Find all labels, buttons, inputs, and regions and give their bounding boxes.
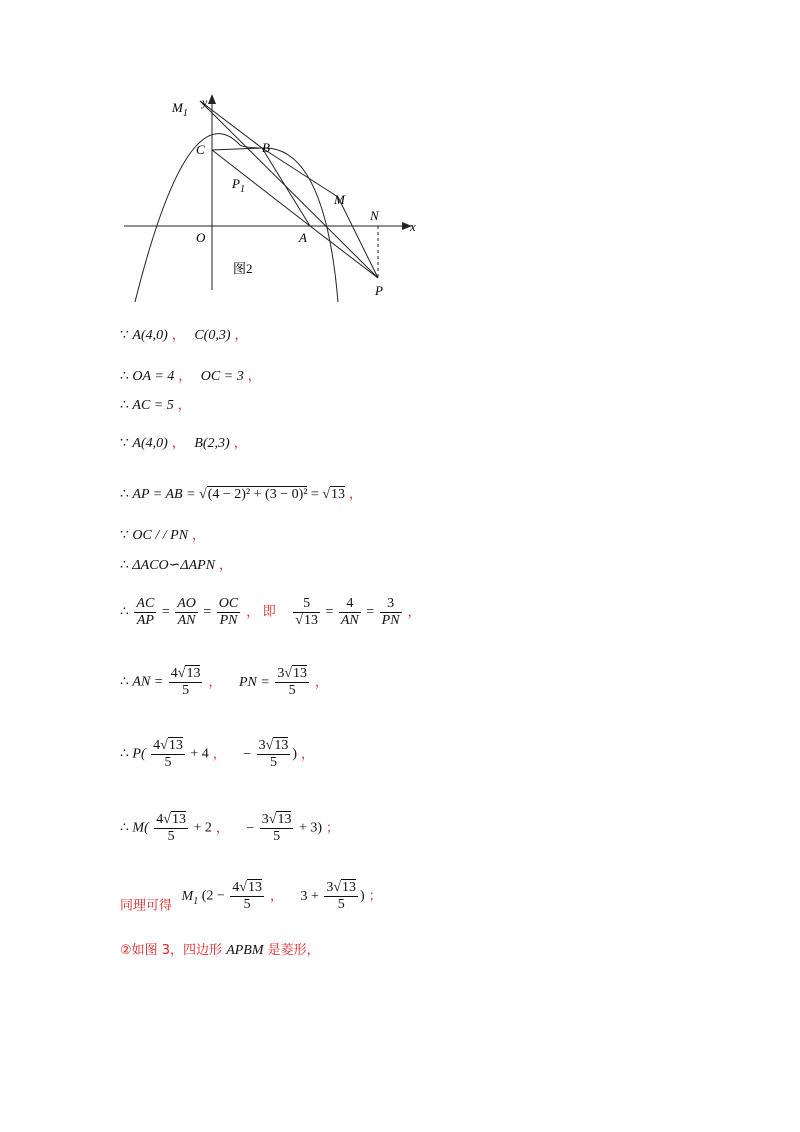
frac-p-y: $\frac{3√13}{5}$ — [258, 738, 289, 770]
line-9: ∴ AN = $\frac{4√13}{5}$ ， PN = $\frac{3√13}{5}$ ， — [120, 666, 329, 698]
frac-4-an: $\frac{4}{AN}$ — [340, 596, 359, 628]
figure-caption: 图2 — [233, 261, 253, 276]
label-m: M — [334, 192, 345, 207]
label-n: N — [370, 208, 379, 223]
frac-oc-pn: $\frac{OC}{PN}$ — [218, 596, 239, 628]
frac-m1-x: $\frac{4√13}{5}$ — [232, 880, 262, 912]
line-11: ∴ M( $\frac{4√13}{5}$ + 2 ， − $\frac{3√13}{5}$ + 3) ； — [120, 812, 340, 844]
line-m1-b — [200, 101, 262, 148]
figure-2 — [120, 90, 430, 305]
line-b-a — [262, 148, 310, 226]
frac-an-value: $\frac{4√13}{5}$ — [170, 666, 201, 698]
line-3: ∴ AC = 5 ， — [120, 397, 191, 413]
label-m1: $M_1$ — [172, 100, 188, 119]
line-1: ∵ A(4,0) ， C(0,3) ， — [120, 327, 248, 343]
line-12: 同理可得 $M_1$ (2 − $\frac{4√13}{5}$ ， 3 + $\frac{3√13}{5}$ ) ； — [120, 880, 382, 914]
line-4: ∵ A(4,0) ， B(2,3) ， — [120, 435, 247, 451]
frac-p-x: $\frac{4√13}{5}$ — [153, 738, 183, 770]
frac-m-y: $\frac{3√13}{5}$ — [261, 812, 292, 844]
label-p: P — [375, 283, 383, 298]
line-c-b — [212, 148, 262, 150]
label-y: y — [202, 95, 208, 109]
line-8: ∴ $\frac{AC}{AP}$ = $\frac{AO}{AN}$ = $\frac{OC}{PN}$ ， 即 $\frac{5}{√13}$ = $\frac{4}{AN}$ = $\frac{3}{PN}$ ， — [120, 596, 421, 628]
frac-pn-value: $\frac{3√13}{5}$ — [277, 666, 307, 698]
frac-ac-ap: $\frac{AC}{AP}$ — [136, 596, 155, 628]
frac-m1-y: $\frac{3√13}{5}$ — [326, 880, 357, 912]
label-c: C — [196, 142, 205, 157]
label-x: x — [410, 219, 416, 234]
line-m1-p — [200, 101, 378, 278]
label-b: B — [262, 140, 270, 155]
line-b-m — [262, 148, 338, 197]
label-p1: $P_1$ — [232, 176, 245, 195]
frac-ao-an: $\frac{AO}{AN}$ — [177, 596, 196, 628]
label-o: O — [196, 230, 206, 245]
line-5: ∴ AP = AB = √(4 − 2)² + (3 − 0)² = √13 ， — [120, 486, 363, 502]
frac-3-pn: $\frac{3}{PN}$ — [381, 596, 400, 628]
y-axis-arrow — [208, 94, 216, 104]
frac-m-x: $\frac{4√13}{5}$ — [156, 812, 186, 844]
line-2: ∴ OA = 4 ， OC = 3 ， — [120, 368, 261, 384]
line-13: ②如图 3，四边形 APBM 是菱形， — [120, 943, 320, 958]
line-6: ∵ OC / / PN ， — [120, 527, 206, 543]
parabola — [135, 134, 338, 302]
line-a-p — [310, 226, 378, 278]
frac-5-sqrt13: $\frac{5}{√13}$ — [295, 596, 318, 628]
line-10: ∴ P( $\frac{4√13}{5}$ + 4 ， − $\frac{3√13}{5}$ ) ， — [120, 738, 315, 770]
line-7: ∴ ΔACO∽ΔAPN ， — [120, 557, 233, 573]
label-a: A — [299, 230, 307, 245]
